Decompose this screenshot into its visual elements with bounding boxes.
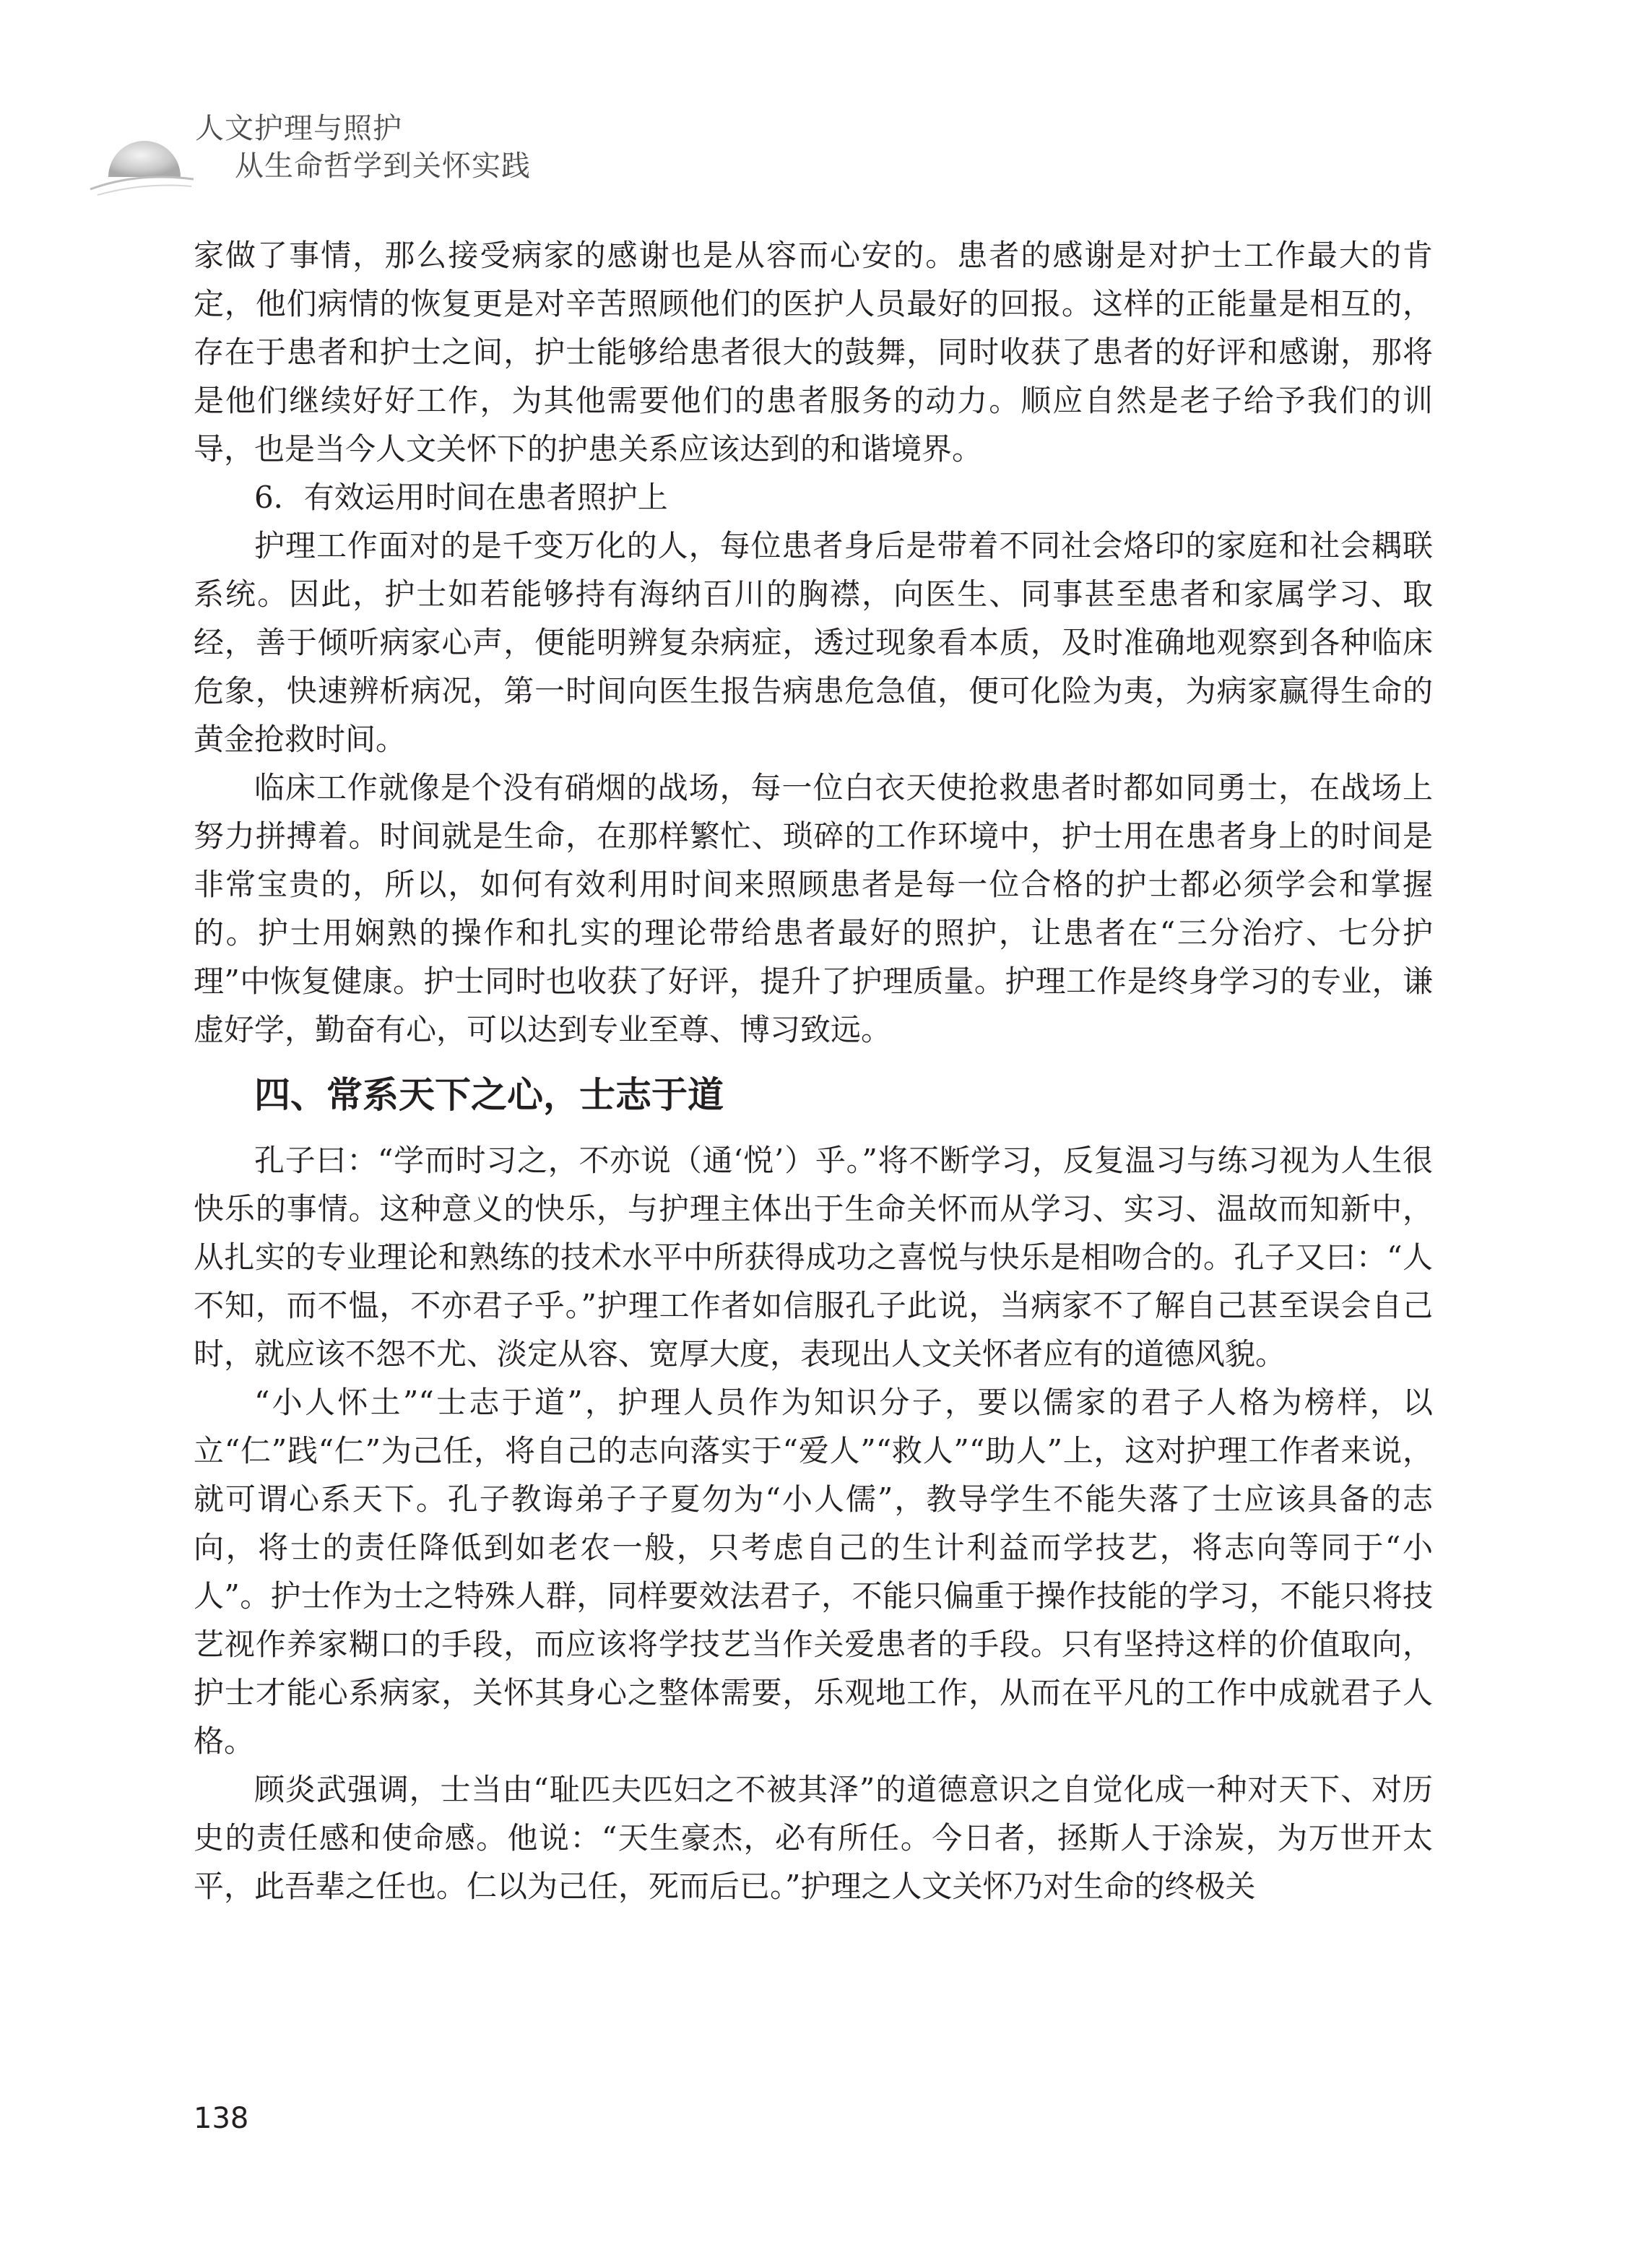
subsection-heading: 6．有效运用时间在患者照护上 xyxy=(254,480,668,515)
page-body xyxy=(194,231,1433,1910)
section-heading: 四、常系天下之心，士志于道 xyxy=(254,1074,724,1116)
paragraph: 孔子曰：“学而时习之，不亦说（通‘悦’）乎。”将不断学习，反复温习与练习视为人生很快乐的事情。这种意义的快乐，与护理主体出于生命关怀而从学习、实习、温故而知新中，从扎实的专业理论和熟练的技术水平中所获得成功之喜悦与快乐是相吻合的。孔子又曰：“人不知，而不愠，不亦君子乎。”护理工作者如信服孔子此说，当病家不了解自己甚至误会自己时，就应该不怨不尤、淡定从容、宽厚大度，表现出人文关怀者应有的道德风貌。 xyxy=(194,1143,1433,1372)
page-number: 138 xyxy=(194,2102,249,2135)
paragraph: 顾炎武强调，士当由“耻匹夫匹妇之不被其泽”的道德意识之自觉化成一种对天下、对历史的责任感和使命感。他说：“天生豪杰，必有所任。今日者，拯斯人于涂炭，为万世开太平，此吾辈之任也。仁以为己任，死而后已。”护理之人文关怀乃对生命的终极关 xyxy=(194,1772,1433,1904)
moon-logo-icon xyxy=(87,108,195,202)
paragraph: 临床工作就像是个没有硝烟的战场，每一位白衣天使抢救患者时都如同勇士，在战场上努力拼搏着。时间就是生命，在那样繁忙、琐碎的工作环境中，护士用在患者身上的时间是非常宝贵的，所以，如何有效利用时间来照顾患者是每一位合格的护士都必须学会和掌握的。护士用娴熟的操作和扎实的理论带给患者最好的照护，让患者在“三分治疗、七分护理”中恢复健康。护士同时也收获了好评，提升了护理质量。护理工作是终身学习的专业，谦虚好学，勤奋有心，可以达到专业至尊、博习致远。 xyxy=(194,770,1433,1047)
paragraph: “小人怀土”“士志于道”，护理人员作为知识分子，要以儒家的君子人格为榜样，以立“仁”践“仁”为己任，将自己的志向落实于“爱人”“救人”“助人”上，这对护理工作者来说，就可谓心系天下。孔子教诲弟子子夏勿为“小人儒”，教导学生不能失落了士应该具备的志向，将士的责任降低到如老农一般，只考虑自己的生计利益而学技艺，将志向等同于“小人”。护士作为士之特殊人群，同样要效法君子，不能只偏重于操作技能的学习，不能只将技艺视作养家糊口的手段，而应该将学技艺当作关爱患者的手段。只有坚持这样的价值取向，护士才能心系病家，关怀其身心之整体需要，乐观地工作，从而在平凡的工作中成就君子人格。 xyxy=(194,1385,1433,1759)
paragraph-continued: 家做了事情，那么接受病家的感谢也是从容而心安的。患者的感谢是对护士工作最大的肯定，他们病情的恢复更是对辛苦照顾他们的医护人员最好的回报。这样的正能量是相互的，存在于患者和护士之间，护士能够给患者很大的鼓舞，同时收获了患者的好评和感谢，那将是他们继续好好工作，为其他需要他们的患者服务的动力。顺应自然是老子给予我们的训导，也是当今人文关怀下的护患关系应该达到的和谐境界。 xyxy=(194,238,1433,467)
paragraph: 护理工作面对的是千变万化的人，每位患者身后是带着不同社会烙印的家庭和社会耦联系统。因此，护士如若能够持有海纳百川的胸襟，向医生、同事甚至患者和家属学习、取经，善于倾听病家心声，便能明辨复杂病症，透过现象看本质，及时准确地观察到各种临床危象，快速辨析病况，第一时间向医生报告病患危急值，便可化险为夷，为病家赢得生命的黄金抢救时间。 xyxy=(194,528,1433,757)
header-book-subtitle: 从生命哲学到关怀实践 xyxy=(235,150,531,183)
header-book-title: 人文护理与照护 xyxy=(195,112,402,145)
running-header xyxy=(87,94,592,209)
